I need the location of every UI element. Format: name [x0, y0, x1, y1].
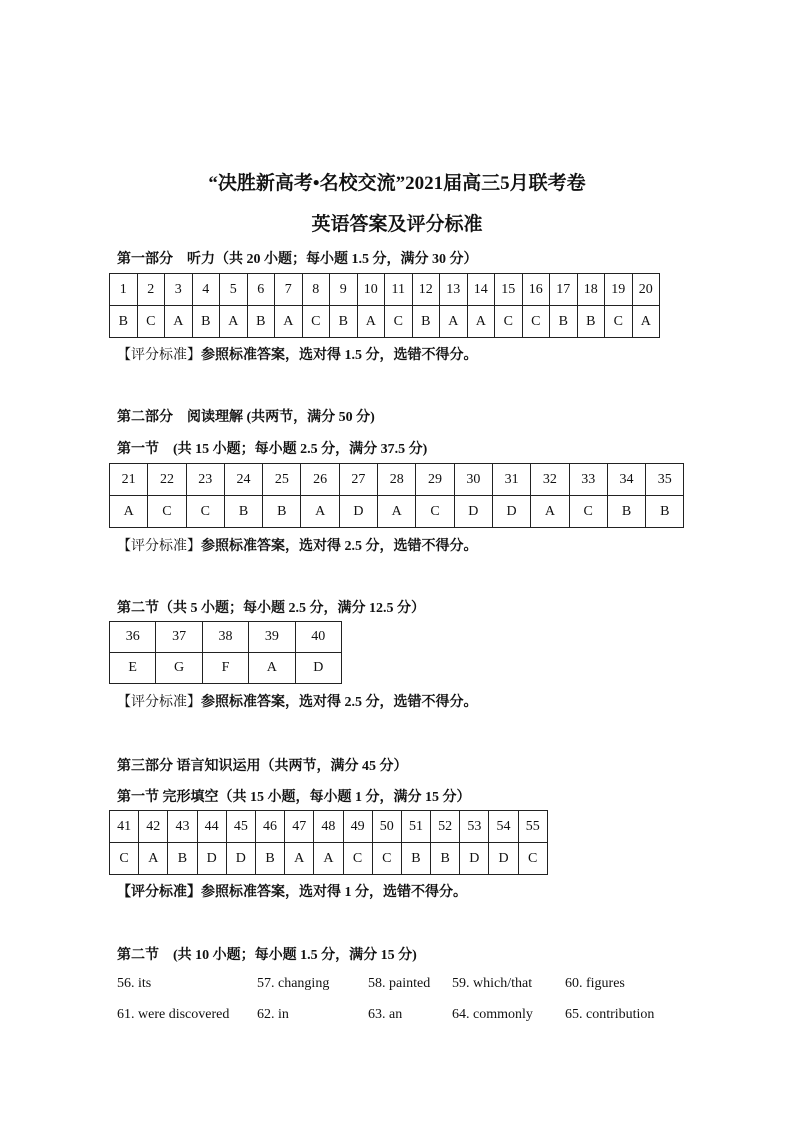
question-number-cell: 35 [646, 464, 684, 496]
answer-letter-cell: B [412, 306, 440, 338]
answer-letter-cell: A [275, 306, 303, 338]
part2-sec1-scoring-note [117, 535, 478, 555]
answer-letter-cell: C [148, 496, 186, 528]
part1-heading: 第一部分 听力（共 20 小题；每小题 1.5 分，满分 30 分） [117, 252, 478, 267]
part2-heading: 第二部分 阅读理解 (共两节，满分 50 分) [117, 410, 375, 425]
question-number-cell: 52 [431, 811, 460, 843]
question-number-cell: 33 [569, 464, 607, 496]
answer-letter-cell: D [489, 843, 518, 875]
question-number-cell: 31 [492, 464, 530, 496]
question-number-cell: 51 [401, 811, 430, 843]
answer-letter-cell: B [224, 496, 262, 528]
part2-sec1-answer-table [109, 463, 684, 528]
scoring-rule: 参照标准答案，选对得 1.5 分，选错不得分。 [201, 348, 478, 363]
answer-letter-row [110, 653, 342, 684]
answer-letter-cell: C [372, 843, 401, 875]
answer-letter-cell: B [247, 306, 275, 338]
answer-letter-cell: D [492, 496, 530, 528]
question-number-cell: 19 [605, 274, 633, 306]
part1-answer-table [109, 273, 660, 338]
answer-letter-cell: F [202, 653, 248, 684]
question-number-cell: 15 [495, 274, 523, 306]
part2-sec2-answer-table [109, 621, 342, 684]
question-number-cell: 5 [220, 274, 248, 306]
answer-letter-cell: B [192, 306, 220, 338]
question-number-cell: 11 [385, 274, 413, 306]
answer-letter-cell: C [495, 306, 523, 338]
question-number-cell: 34 [607, 464, 645, 496]
scoring-label: 【评分标准】 [117, 348, 201, 363]
scoring-rule: 参照标准答案，选对得 2.5 分，选错不得分。 [201, 695, 478, 710]
question-number-cell: 26 [301, 464, 339, 496]
part2-sec2-heading: 第二节（共 5 小题；每小题 2.5 分，满分 12.5 分） [117, 601, 425, 616]
question-number-cell: 32 [531, 464, 569, 496]
answer-letter-row [110, 306, 660, 338]
question-number-cell: 28 [378, 464, 416, 496]
answer-item: 63. an [368, 1007, 403, 1022]
question-number-cell: 6 [247, 274, 275, 306]
question-number-cell: 45 [226, 811, 255, 843]
question-number-cell: 8 [302, 274, 330, 306]
question-number-cell: 53 [460, 811, 489, 843]
answer-letter-cell: D [460, 843, 489, 875]
answer-item: 57. changing [257, 976, 330, 991]
question-number-cell: 46 [255, 811, 284, 843]
question-number-cell: 3 [165, 274, 193, 306]
question-number-cell: 30 [454, 464, 492, 496]
answer-letter-cell: D [454, 496, 492, 528]
answer-letter-cell: A [467, 306, 495, 338]
answer-letter-cell: C [137, 306, 165, 338]
question-number-cell: 9 [330, 274, 358, 306]
answer-letter-cell: C [605, 306, 633, 338]
scoring-label: 【评分标准】 [117, 695, 201, 710]
question-number-row [110, 274, 660, 306]
answer-letter-cell: B [401, 843, 430, 875]
answer-letter-cell: A [285, 843, 314, 875]
answer-letter-cell: B [607, 496, 645, 528]
part2-sec2-scoring-note [117, 691, 478, 711]
answer-letter-cell: A [357, 306, 385, 338]
answer-letter-cell: G [156, 653, 202, 684]
answer-letter-cell: A [301, 496, 339, 528]
question-number-cell: 47 [285, 811, 314, 843]
page-title: “决胜新高考•名校交流”2021届高三5月联考卷 [208, 173, 586, 194]
question-number-cell: 40 [295, 622, 341, 653]
answer-letter-cell: B [263, 496, 301, 528]
answer-letter-cell: C [569, 496, 607, 528]
question-number-cell: 49 [343, 811, 372, 843]
question-number-cell: 20 [632, 274, 660, 306]
part3-sec1-answer-table [109, 810, 548, 875]
answer-letter-cell: C [518, 843, 547, 875]
answer-letter-cell: D [295, 653, 341, 684]
answer-item: 60. figures [565, 976, 625, 991]
question-number-cell: 39 [249, 622, 295, 653]
question-number-cell: 55 [518, 811, 547, 843]
question-number-cell: 54 [489, 811, 518, 843]
question-number-cell: 27 [339, 464, 377, 496]
question-number-cell: 12 [412, 274, 440, 306]
question-number-cell: 10 [357, 274, 385, 306]
question-number-cell: 42 [139, 811, 168, 843]
answer-letter-row [110, 496, 684, 528]
question-number-cell: 14 [467, 274, 495, 306]
answer-letter-cell: E [110, 653, 156, 684]
answer-item: 62. in [257, 1007, 289, 1022]
answer-item: 56. its [117, 976, 152, 991]
answer-letter-cell: B [168, 843, 197, 875]
question-number-cell: 25 [263, 464, 301, 496]
question-number-cell: 18 [577, 274, 605, 306]
answer-item: 61. were discovered [117, 1007, 230, 1022]
answer-letter-cell: D [226, 843, 255, 875]
answer-letter-cell: C [522, 306, 550, 338]
question-number-row [110, 622, 342, 653]
question-number-cell: 48 [314, 811, 343, 843]
question-number-cell: 4 [192, 274, 220, 306]
answer-letter-cell: C [385, 306, 413, 338]
question-number-cell: 41 [110, 811, 139, 843]
part2-sec1-heading: 第一节 (共 15 小题；每小题 2.5 分，满分 37.5 分) [117, 442, 428, 457]
answer-letter-cell: B [431, 843, 460, 875]
answer-item: 58. painted [368, 976, 431, 991]
answer-item: 65. contribution [565, 1007, 655, 1022]
answer-letter-cell: B [255, 843, 284, 875]
question-number-cell: 2 [137, 274, 165, 306]
part3-heading: 第三部分 语言知识运用（共两节，满分 45 分） [117, 759, 408, 774]
answer-letter-cell: C [416, 496, 454, 528]
answer-item: 59. which/that [452, 976, 533, 991]
question-number-cell: 37 [156, 622, 202, 653]
question-number-cell: 16 [522, 274, 550, 306]
page-subtitle: 英语答案及评分标准 [311, 214, 483, 235]
scoring-label: 【评分标准】 [117, 539, 201, 554]
answer-letter-cell: A [110, 496, 148, 528]
answer-item: 64. commonly [452, 1007, 533, 1022]
answer-letter-cell: A [249, 653, 295, 684]
answer-letter-cell: A [531, 496, 569, 528]
question-number-row [110, 811, 548, 843]
answer-letter-cell: D [197, 843, 226, 875]
question-number-cell: 23 [186, 464, 224, 496]
answer-letter-cell: D [339, 496, 377, 528]
answer-letter-cell: A [314, 843, 343, 875]
question-number-cell: 24 [224, 464, 262, 496]
part3-sec1-scoring-note [117, 881, 467, 901]
answer-letter-cell: B [577, 306, 605, 338]
answer-letter-cell: B [110, 306, 138, 338]
question-number-cell: 29 [416, 464, 454, 496]
question-number-cell: 7 [275, 274, 303, 306]
answer-letter-cell: A [220, 306, 248, 338]
answer-letter-cell: A [139, 843, 168, 875]
answer-letter-cell: C [343, 843, 372, 875]
answer-letter-cell: A [378, 496, 416, 528]
scoring-rule: 参照标准答案，选对得 1 分，选错不得分。 [201, 885, 467, 900]
answer-letter-cell: B [330, 306, 358, 338]
answer-letter-cell: A [440, 306, 468, 338]
answer-letter-cell: B [550, 306, 578, 338]
scoring-label: 【评分标准】 [117, 885, 201, 900]
question-number-cell: 36 [110, 622, 156, 653]
scoring-rule: 参照标准答案，选对得 2.5 分，选错不得分。 [201, 539, 478, 554]
answer-letter-cell: B [646, 496, 684, 528]
question-number-cell: 22 [148, 464, 186, 496]
question-number-cell: 44 [197, 811, 226, 843]
question-number-cell: 38 [202, 622, 248, 653]
part3-sec1-heading: 第一节 完形填空（共 15 小题，每小题 1 分，满分 15 分） [117, 790, 471, 805]
part3-sec2-heading: 第二节 (共 10 小题；每小题 1.5 分，满分 15 分) [117, 948, 417, 963]
question-number-cell: 13 [440, 274, 468, 306]
question-number-cell: 1 [110, 274, 138, 306]
answer-letter-cell: A [632, 306, 660, 338]
answer-letter-cell: C [110, 843, 139, 875]
answer-letter-cell: C [302, 306, 330, 338]
answer-letter-cell: C [186, 496, 224, 528]
question-number-row [110, 464, 684, 496]
answer-letter-cell: A [165, 306, 193, 338]
answer-letter-row [110, 843, 548, 875]
question-number-cell: 50 [372, 811, 401, 843]
question-number-cell: 17 [550, 274, 578, 306]
part1-scoring-note [117, 344, 478, 364]
question-number-cell: 21 [110, 464, 148, 496]
question-number-cell: 43 [168, 811, 197, 843]
